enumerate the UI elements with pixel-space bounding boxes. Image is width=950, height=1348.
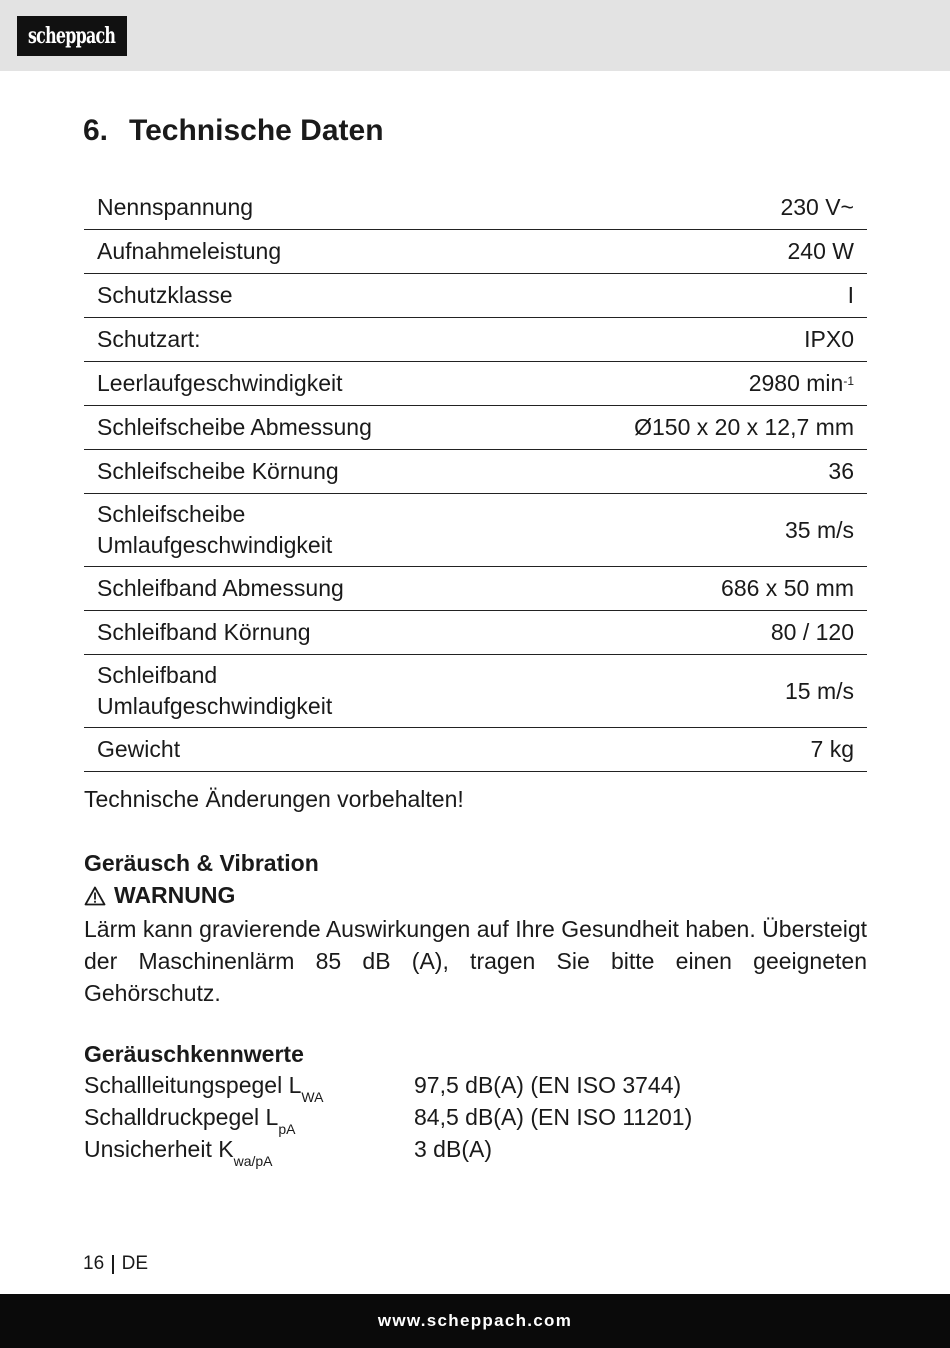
spec-value: 15 m/s bbox=[784, 677, 854, 704]
noise-value-label bbox=[84, 1072, 324, 1105]
noise-value-label bbox=[84, 1136, 273, 1169]
noise-label-text: Schallleitungspegel L bbox=[84, 1072, 302, 1098]
section-title bbox=[83, 114, 384, 148]
spec-row bbox=[84, 567, 867, 611]
spec-row bbox=[84, 611, 867, 655]
page-separator bbox=[112, 1255, 114, 1274]
spec-value bbox=[515, 362, 867, 406]
page-indicator bbox=[83, 1253, 148, 1275]
spec-row bbox=[84, 318, 867, 362]
brand-logo-text: scheppach bbox=[28, 23, 116, 49]
spec-row bbox=[84, 274, 867, 318]
spec-label-line: Schleifscheibe bbox=[97, 501, 246, 527]
spec-label bbox=[84, 655, 515, 728]
page-number: 16 bbox=[83, 1253, 105, 1274]
spec-label: Schleifband Körnung bbox=[97, 619, 311, 645]
spec-label bbox=[84, 494, 515, 567]
footer-url[interactable]: www.scheppach.com bbox=[377, 1311, 573, 1330]
noise-label-subscript: WA bbox=[301, 1089, 324, 1105]
spec-row bbox=[84, 450, 867, 494]
spec-value: 7 kg bbox=[810, 736, 854, 762]
noise-label-text: Unsicherheit K bbox=[84, 1136, 234, 1162]
spec-label: Schutzklasse bbox=[97, 282, 233, 308]
spec-value: 35 m/s bbox=[784, 516, 854, 543]
section-number: 6. bbox=[83, 114, 109, 147]
spec-value-text: 2980 min bbox=[748, 370, 844, 396]
spec-label: Gewicht bbox=[97, 736, 181, 762]
spec-table bbox=[84, 186, 867, 772]
spec-label: Schutzart: bbox=[97, 326, 201, 352]
spec-label: Leerlaufgeschwindigkeit bbox=[97, 370, 343, 396]
noise-label-subscript: wa/pA bbox=[233, 1153, 273, 1169]
header-bar bbox=[0, 0, 950, 71]
spec-row bbox=[84, 728, 867, 772]
spec-row bbox=[84, 655, 867, 728]
spec-value: 36 bbox=[828, 458, 854, 484]
warning-triangle-icon bbox=[84, 886, 106, 906]
noise-vibration-heading: Geräusch & Vibration bbox=[84, 850, 319, 876]
spec-label: Nennspannung bbox=[97, 194, 254, 220]
warning-heading bbox=[84, 882, 235, 909]
noise-values-heading: Geräuschkennwerte bbox=[84, 1041, 304, 1067]
change-notice: Technische Änderungen vorbehalten! bbox=[84, 786, 464, 812]
spec-row bbox=[84, 494, 867, 567]
noise-value-row bbox=[84, 1136, 867, 1168]
spec-value: IPX0 bbox=[804, 326, 854, 352]
noise-value: 3 dB(A) bbox=[414, 1136, 492, 1162]
warning-text: Lärm kann gravierende Auswirkungen auf Ihre Gesundheit haben. Übersteigt der Maschinenlärm 85 dB (A), tragen Sie bitte einen geeigneten Gehörschutz. bbox=[84, 916, 867, 1006]
spec-value: I bbox=[847, 282, 854, 308]
footer-bar bbox=[0, 1294, 950, 1348]
brand-logo bbox=[17, 16, 127, 56]
spec-value: Ø150 x 20 x 12,7 mm bbox=[634, 414, 854, 440]
spec-value: 230 V~ bbox=[780, 194, 854, 220]
spec-value-exponent: -1 bbox=[843, 374, 854, 388]
section-title-text: Technische Daten bbox=[129, 114, 384, 147]
spec-label: Schleifband Abmessung bbox=[97, 575, 344, 601]
spec-row bbox=[84, 186, 867, 230]
spec-value: 80 / 120 bbox=[770, 619, 854, 645]
spec-label: Schleifscheibe Körnung bbox=[97, 458, 339, 484]
spec-label-line: Umlaufgeschwindigkeit bbox=[97, 532, 333, 558]
spec-label-line: Umlaufgeschwindigkeit bbox=[97, 693, 333, 719]
noise-value-row bbox=[84, 1072, 867, 1104]
spec-label: Schleifscheibe Abmessung bbox=[97, 414, 372, 440]
noise-label-text: Schalldruckpegel L bbox=[84, 1104, 279, 1130]
spec-row bbox=[84, 362, 867, 406]
spec-value: 686 x 50 mm bbox=[721, 575, 854, 601]
spec-value: 240 W bbox=[787, 238, 854, 264]
noise-value-label bbox=[84, 1104, 296, 1137]
noise-value-row bbox=[84, 1104, 867, 1136]
spec-label-line: Schleifband bbox=[97, 662, 218, 688]
spec-row bbox=[84, 406, 867, 450]
page-language: DE bbox=[121, 1253, 149, 1274]
spec-label: Aufnahmeleistung bbox=[97, 238, 282, 264]
noise-value: 84,5 dB(A) (EN ISO 11201) bbox=[414, 1104, 693, 1130]
warning-label: WARNUNG bbox=[114, 882, 236, 908]
noise-value: 97,5 dB(A) (EN ISO 3744) bbox=[414, 1072, 682, 1098]
noise-label-subscript: pA bbox=[278, 1121, 296, 1137]
spec-row bbox=[84, 230, 867, 274]
